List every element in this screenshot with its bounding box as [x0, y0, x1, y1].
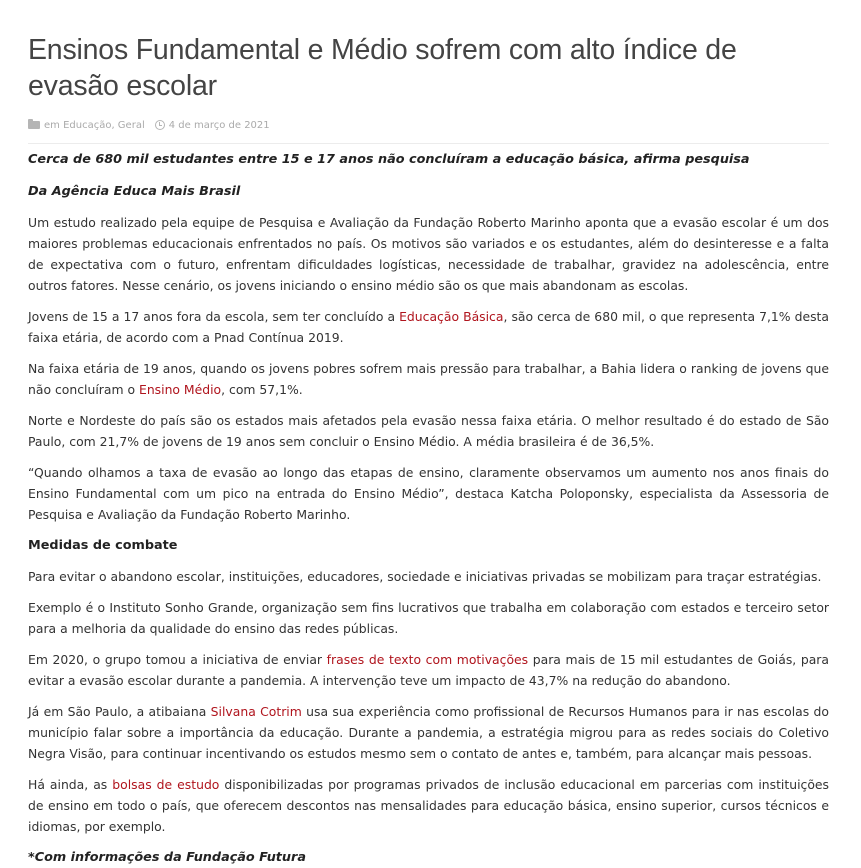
paragraph-text: , com 57,1%.	[221, 382, 303, 397]
link-bolsas-de-estudo[interactable]: bolsas de estudo	[112, 777, 220, 792]
paragraph-7: Exemplo é o Instituto Sonho Grande, organização sem fins lucrativos que trabalha em colaboração com estados e terceiro setor para a melhoria da qualidade do ensino das redes públicas.	[28, 600, 829, 636]
link-silvana-cotrim[interactable]: Silvana Cotrim	[210, 704, 302, 719]
lead-paragraph: Cerca de 680 mil estudantes entre 15 e 17 anos não concluíram a educação básica, afirma pesquisa	[28, 152, 750, 167]
paragraph-text: Já em São Paulo, a atibaiana	[28, 704, 211, 719]
paragraph-text: para mais de 15 mil estudantes de Goiás, para evitar a evasão escolar durante a pandemia. A intervenção teve um impacto de 43,7% na redução do abandono.	[28, 652, 829, 688]
link-ensino-medio[interactable]: Ensino Médio	[138, 382, 222, 397]
footer-note: *Com informações da Fundação Futura	[28, 850, 306, 865]
paragraph-text: Na faixa etária de 19 anos, quando os jovens pobres sofrem mais pressão para trabalhar, a Bahia lidera o ranking de jovens que não concluíram o	[28, 361, 829, 397]
paragraph-9	[28, 701, 829, 764]
paragraph-2	[28, 306, 829, 348]
post-date: 4 de março de 2021	[168, 119, 270, 131]
paragraph-1: Um estudo realizado pela equipe de Pesquisa e Avaliação da Fundação Roberto Marinho aponta que a evasão escolar é um dos maiores problemas educacionais enfrentados no país. Os motivos são variados e os estudantes, além do desinteresse e a falta de expectativa com o futuro, enfrentam dificuldades logísticas, necessidade de trabalhar, gravidez na adolescência, entre outros fatores. Nesse cenário, os jovens iniciando o ensino médio são os que mais abandonam as escolas.	[28, 215, 829, 293]
article-title: Ensinos Fundamental e Médio sofrem com alto índice de evasão escolar	[28, 34, 737, 102]
paragraph-text: Há ainda, as	[28, 777, 113, 792]
clock-icon	[155, 120, 165, 130]
paragraph-text: Jovens de 15 a 17 anos fora da escola, sem ter concluído a	[28, 309, 400, 324]
paragraph-5: “Quando olhamos a taxa de evasão ao longo das etapas de ensino, claramente observamos um aumento nos anos finais do Ensino Fundamental com um pico na entrada do Ensino Médio”, destaca Katcha Poloponsky, especialista da Assessoria de Pesquisa e Avaliação da Fundação Roberto Marinho.	[28, 465, 829, 522]
link-frases-motivacao[interactable]: frases de texto com motivações	[326, 652, 529, 667]
post-meta	[28, 116, 829, 144]
paragraph-6: Para evitar o abandono escolar, instituições, educadores, sociedade e iniciativas privadas se mobilizam para traçar estratégias.	[28, 569, 822, 584]
source-line: Da Agência Educa Mais Brasil	[28, 184, 241, 199]
paragraph-3	[28, 358, 829, 400]
paragraph-10	[28, 774, 829, 837]
paragraph-4: Norte e Nordeste do país são os estados mais afetados pela evasão nessa faixa etária. O melhor resultado é do estado de São Paulo, com 21,7% de jovens de 19 anos sem concluir o Ensino Médio. A média brasileira é de 36,5%.	[28, 413, 829, 449]
folder-icon	[28, 121, 40, 129]
link-educacao-basica[interactable]: Educação Básica	[399, 309, 504, 324]
section-heading: Medidas de combate	[28, 538, 178, 553]
paragraph-text: usa sua experiência como profissional de Recursos Humanos para ir nas escolas do município falar sobre a importância da educação. Durante a pandemia, a estratégia migrou para as redes sociais do Coletivo Negra Visão, para continuar incentivando os estudos mesmo sem o contato de antes e, também, para alcançar mais pessoas.	[28, 704, 829, 761]
article	[28, 0, 829, 868]
paragraph-8	[28, 649, 829, 691]
post-category[interactable]: em Educação, Geral	[44, 119, 145, 131]
paragraph-text: Em 2020, o grupo tomou a iniciativa de enviar	[28, 652, 327, 667]
paragraph-text: , são cerca de 680 mil, o que representa 7,1% desta faixa etária, de acordo com a Pnad Contínua 2019.	[28, 309, 829, 345]
paragraph-text: disponibilizadas por programas privados de inclusão educacional em parcerias com instituições de ensino em todo o país, que oferecem descontos nas mensalidades para educação básica, ensino superior, cursos técnicos e idiomas, por exemplo.	[28, 777, 830, 834]
